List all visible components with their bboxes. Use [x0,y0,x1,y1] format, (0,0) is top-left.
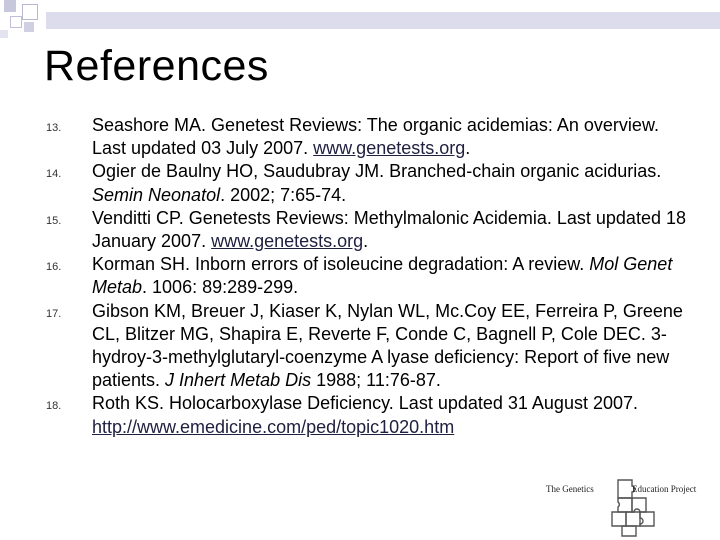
reference-text-segment: Ogier de Baulny HO, Saudubray JM. Branched-chain organic acidurias. [92,161,662,182]
reference-text-segment: Seashore MA. Genetest Reviews: The organic acidemias: An overview. Last updated 03 July 2007. [92,115,659,159]
reference-text-segment: Korman SH. Inborn errors of isoleucine degradation: A review. [92,254,590,275]
reference-number: 18. [46,400,62,413]
reference-number: 13. [46,122,62,134]
header-decoration-bar [46,12,720,29]
reference-link[interactable]: http://www.emedicine.com/ped/topic1020.htm [92,416,455,437]
reference-link[interactable]: www.genetests.org [313,138,466,159]
decorative-square-3 [10,16,22,28]
reference-item [46,253,686,299]
reference-text-segment: . 1006: 89:289-299. [142,277,299,298]
reference-text-segment: Venditti CP. Genetests Reviews: Methylmalonic Acidemia. Last updated 18 January 2007. [92,207,686,252]
reference-item [46,114,686,160]
reference-text [92,207,686,253]
reference-text [92,253,686,299]
reference-item [46,160,686,206]
genetics-education-project-logo [546,476,716,538]
reference-item [46,392,686,438]
page-title: References [44,42,269,90]
journal-name: J Inhert Metab Dis [165,370,312,391]
logo-text-left: The Genetics [546,484,594,494]
journal-name: Semin Neonatol [92,184,221,205]
decorative-square-1 [4,0,16,12]
reference-text [92,114,686,160]
reference-link[interactable]: www.genetests.org [211,231,364,252]
reference-text [92,160,686,206]
reference-text [92,300,686,393]
decorative-square-4 [24,22,34,32]
reference-text-segment: Gibson KM, Breuer J, Kiaser K, Nylan WL, Mc.Coy EE, Ferreira P, Greene CL, Blitzer MG, Shapira E, Reverte F, Conde C, Bagnell P, Cole DEC. 3-hydroy-3-methylglutaryl-coenzyme A lyase deficiency: Report of five new patients. [92,300,683,391]
reference-text-segment: 1988; 11:76-87. [311,370,441,391]
reference-number: 15. [46,214,62,227]
reference-text-segment: . [465,138,471,159]
decorative-square-5 [0,30,8,38]
journal-name: Mol Genet Metab [92,254,673,298]
reference-item [46,207,686,253]
reference-number: 17. [46,307,62,320]
reference-number: 16. [46,261,62,274]
reference-list [46,114,686,439]
decorative-square-2 [22,4,38,20]
reference-item [46,300,686,393]
reference-text-segment: Roth KS. Holocarboxylase Deficiency. Last updated 31 August 2007. [92,393,639,414]
reference-text-segment: . 2002; 7:65-74. [220,184,347,205]
logo-text-right: Education Project [632,484,697,494]
reference-number: 14. [46,168,62,181]
reference-text-segment: . [363,231,369,252]
reference-text [92,392,686,438]
